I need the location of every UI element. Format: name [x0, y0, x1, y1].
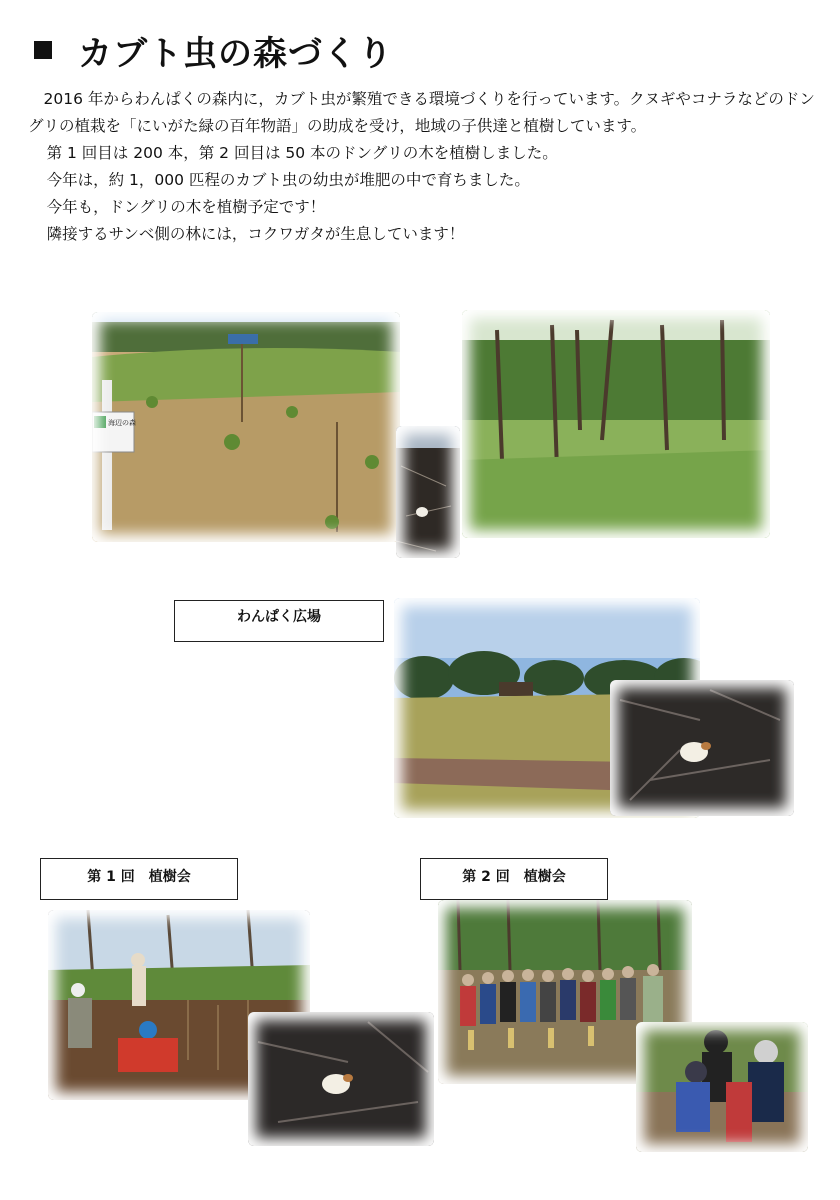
- photo-larva-inset-3: [248, 1012, 434, 1146]
- sign-text: 海辺の森: [108, 419, 136, 427]
- photo-larva-inset-1: [396, 426, 460, 558]
- label-second-planting: [420, 858, 608, 900]
- photo-planted-slope: [92, 312, 400, 542]
- label-first-planting-text: 第 1 回 植樹会: [87, 869, 191, 885]
- planted-slope-image: [92, 312, 400, 542]
- photo-kids-closeup: [636, 1022, 808, 1152]
- pine-forest-image: [462, 310, 770, 538]
- photo-larva-inset-2: [610, 680, 794, 816]
- photo-pine-forest: [462, 310, 770, 538]
- intro-paragraph-3: 今年は，約 1，000 匹程のカブト虫の幼虫が堆肥の中で育ちました。: [46, 171, 530, 189]
- larva-image-3: [248, 1012, 434, 1146]
- intro-paragraph-5: 隣接するサンベ側の林には，コクワガタが生息しています！: [46, 225, 465, 243]
- intro-paragraph-1: 2016 年からわんぱくの森内に，カブト虫が繁殖できる環境づくりを行っています。クヌギやコナラなどのドングリの植栽を「にいがた緑の百年物語」の助成を受け，地域の子供達と植樹しています。: [28, 90, 815, 135]
- title-text: カブト虫の森づくり: [78, 34, 393, 74]
- intro-text: [28, 86, 828, 248]
- kids-closeup-image: [636, 1022, 808, 1152]
- page-title: [34, 26, 393, 75]
- label-first-planting: [40, 858, 238, 900]
- label-plaza: [174, 600, 384, 642]
- label-plaza-text: わんぱく広場: [237, 609, 321, 625]
- intro-paragraph-4: 今年も，ドングリの木を植樹予定です！: [46, 198, 326, 216]
- larva-image-1: [396, 426, 460, 558]
- larva-image-2: [610, 680, 794, 816]
- label-second-planting-text: 第 2 回 植樹会: [462, 869, 566, 885]
- square-bullet-icon: [34, 41, 52, 59]
- intro-paragraph-2: 第 1 回目は 200 本，第 2 回目は 50 本のドングリの木を植樹しました。: [46, 144, 558, 162]
